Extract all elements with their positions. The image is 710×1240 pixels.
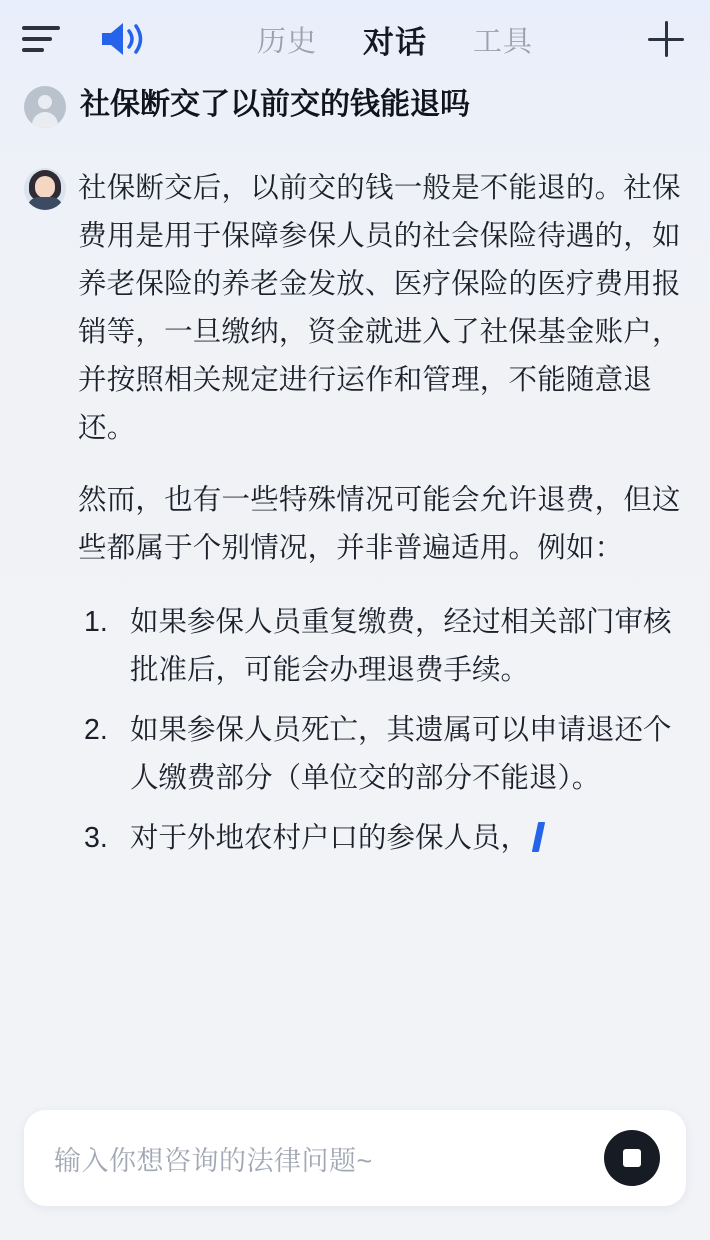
hamburger-menu-icon[interactable] [22, 18, 64, 60]
bot-paragraph-1: 社保断交后，以前交的钱一般是不能退的。社保费用是用于保障参保人员的社会保险待遇的，如养老保险的养老金发放、医疗保险的医疗费用报销等，一旦缴纳，资金就进入了社保基金账户，并按照相关规定进行运作和管理，不能随意退还。 [78, 172, 681, 444]
plus-icon[interactable] [644, 17, 688, 61]
input-area [0, 1110, 710, 1240]
user-message-row [24, 78, 686, 128]
nav-tabs [146, 17, 644, 62]
bot-answer-list [78, 598, 686, 862]
bot-message-body [78, 164, 686, 874]
top-bar [0, 0, 710, 78]
stop-square-icon [623, 1149, 641, 1167]
tab-history[interactable]: 历史 [256, 25, 317, 58]
user-message-text: 社保断交了以前交的钱能退吗 [80, 88, 470, 121]
list-item-text: 对于外地农村户口的参保人员， [130, 822, 530, 854]
list-item-text: 如果参保人员死亡，其遗属可以申请退还个人缴费部分（单位交的部分不能退）。 [130, 714, 672, 794]
message-input[interactable]: 输入你想咨询的法律问题~ [54, 1145, 373, 1176]
stop-generation-button[interactable] [604, 1130, 660, 1186]
assistant-avatar [24, 168, 66, 210]
streaming-caret-icon [532, 822, 545, 852]
speaker-on-icon[interactable] [96, 17, 146, 61]
bot-message-row [24, 164, 686, 874]
tab-tools[interactable]: 工具 [473, 25, 534, 58]
list-item [78, 706, 686, 802]
list-item [78, 598, 686, 694]
list-item-text: 如果参保人员重复缴费，经过相关部门审核批准后，可能会办理退费手续。 [130, 606, 672, 686]
conversation-panel [0, 78, 710, 1110]
list-item [78, 814, 686, 862]
message-input-bar[interactable] [24, 1110, 686, 1206]
bot-paragraph-2: 然而，也有一些特殊情况可能会允许退费，但这些都属于个别情况，并非普遍适用。例如： [78, 484, 681, 564]
tab-chat[interactable]: 对话 [363, 24, 427, 60]
user-avatar [24, 86, 66, 128]
